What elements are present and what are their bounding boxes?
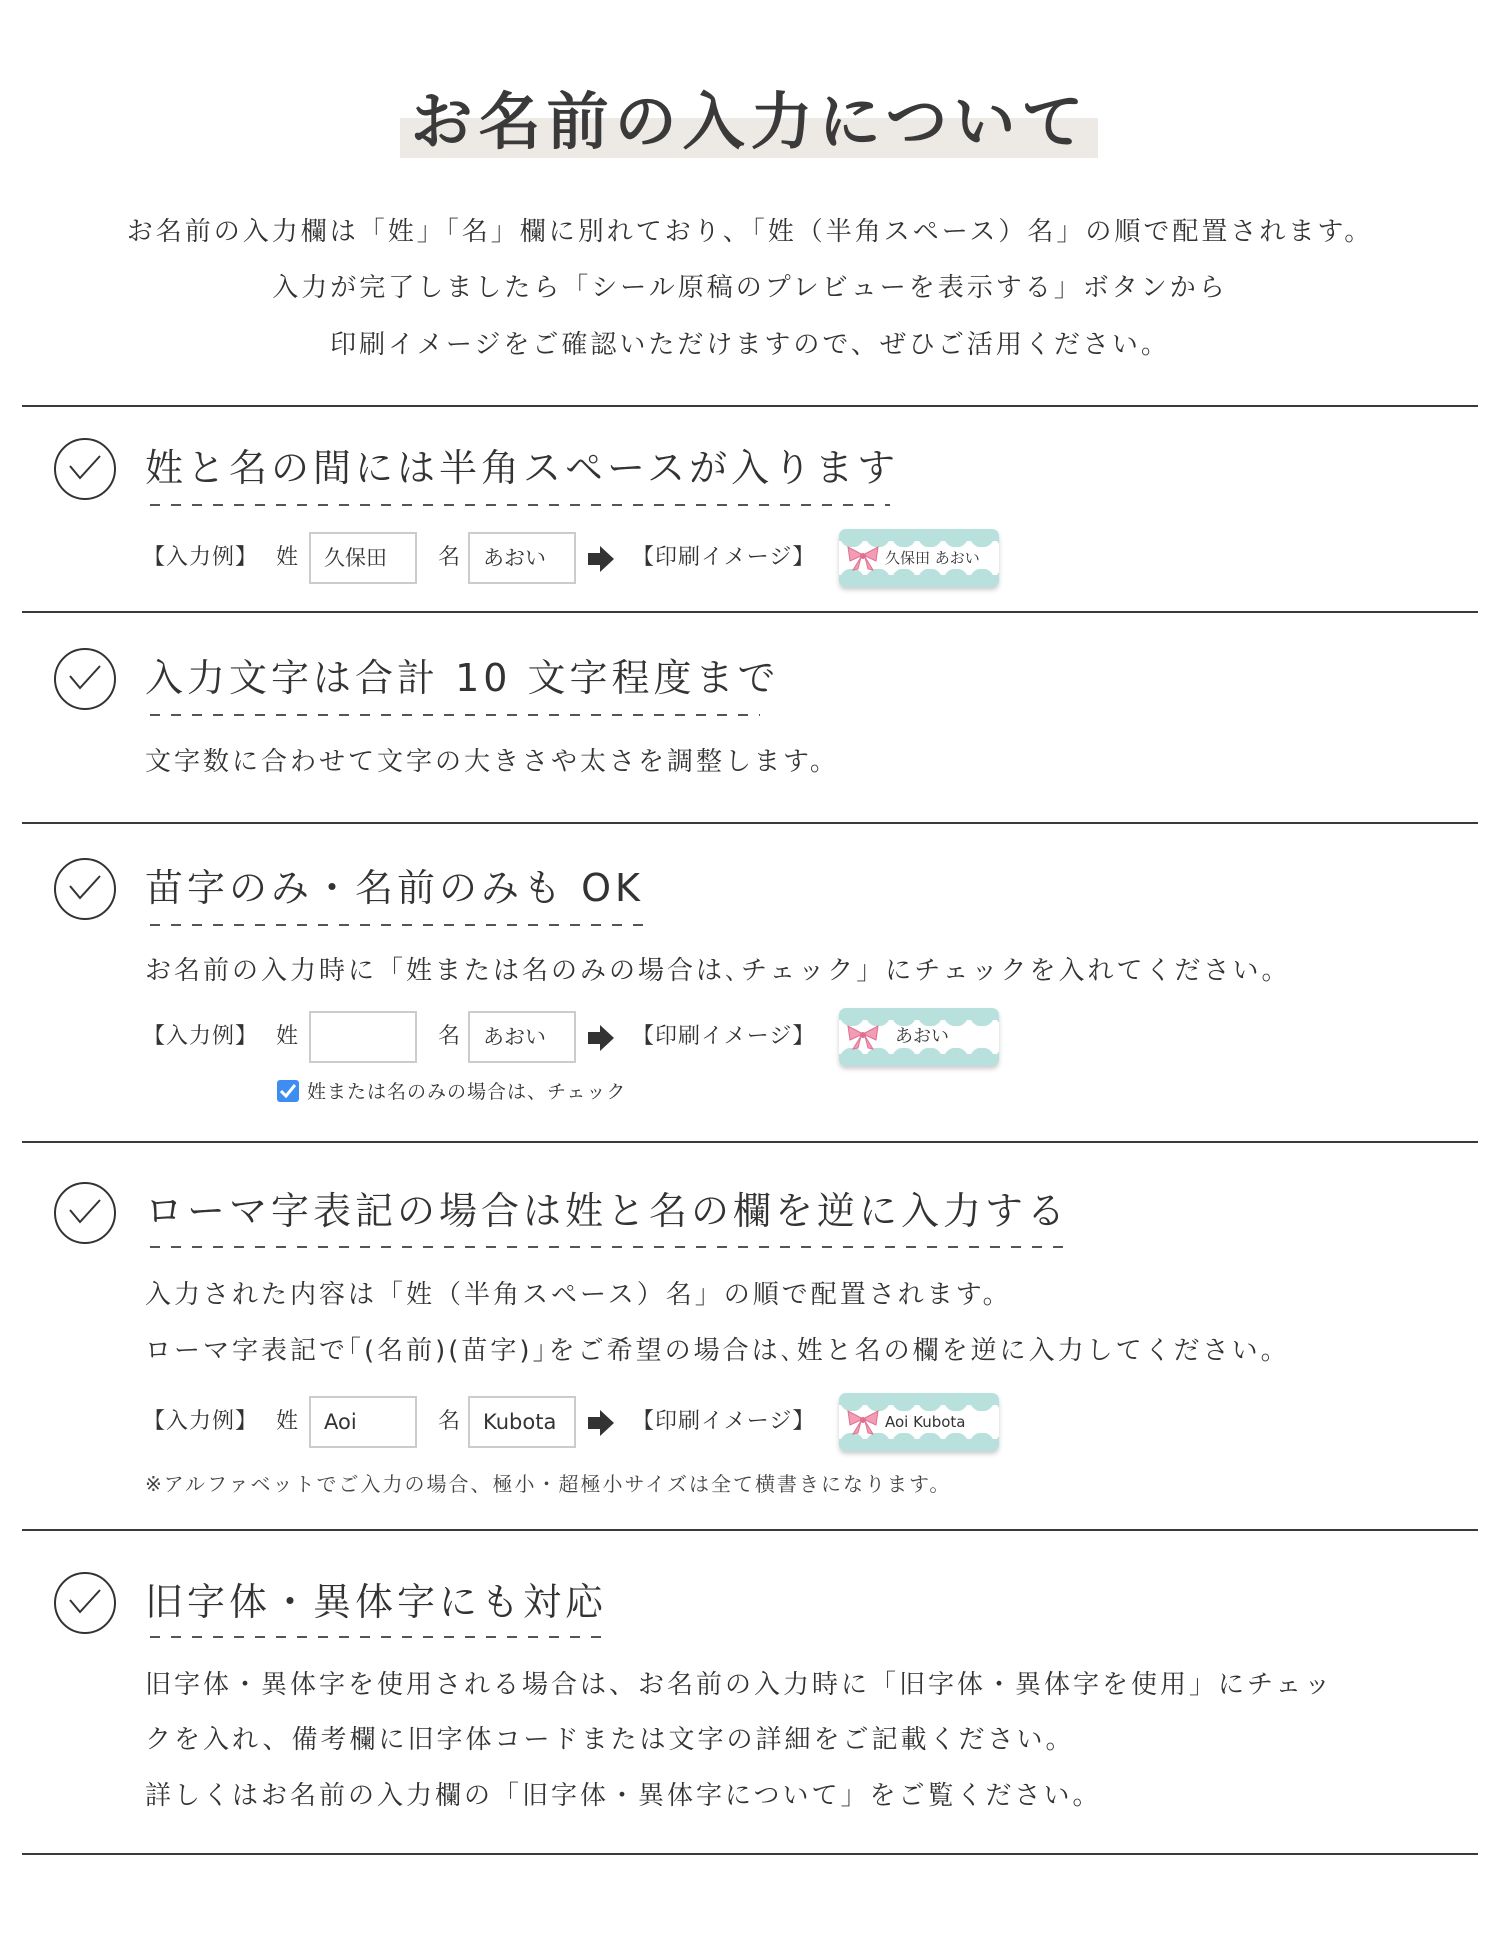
heading-underline [150,1246,1065,1248]
divider [22,1529,1478,1531]
example-label: 【入力例】 [143,545,259,570]
example-row [0,1393,1500,1453]
example-row [0,529,1500,589]
print-image-label: 【印刷イメージ】 [632,545,816,570]
sticker-preview [839,1008,999,1066]
section-heading: 旧字体・異体字にも対応 [145,1580,608,1624]
arrow-right-icon [588,1410,614,1436]
intro-line: お名前の入力欄は「姓」「名」欄に別れており、「姓（半角スペース）名」の順で配置されます。 [126,217,1374,247]
divider [22,611,1478,613]
ribbon-icon [845,1024,881,1050]
first-name-input[interactable]: Kubota [468,1396,576,1448]
intro-line: 印刷イメージをご確認いただけますので、ぜひご活用ください。 [330,330,1170,360]
example-row [0,1008,1500,1068]
last-name-label: 姓 [276,1024,300,1049]
intro-line: 入力が完了しましたら「シール原稿のプレビューを表示する」ボタンから [272,273,1228,303]
section-heading: ローマ字表記の場合は姓と名の欄を逆に入力する [145,1189,1070,1233]
single-name-checkbox[interactable] [277,1080,299,1102]
check-circle-icon [54,1572,116,1634]
first-name-input[interactable]: あおい [468,532,576,584]
last-name-input[interactable]: Aoi [309,1396,417,1448]
section-text: クを入れ、備考欄に旧字体コードまたは文字の詳細をご記載ください。 [145,1725,1075,1755]
checkbox-label: 姓または名のみの場合は、チェック [307,1081,627,1103]
sticker-preview [839,1393,999,1451]
heading-underline [150,504,890,506]
first-name-label: 名 [438,1409,462,1434]
divider [22,1141,1478,1143]
heading-underline [150,924,650,926]
sticker-name: あおい [895,1026,949,1047]
first-name-input[interactable]: あおい [468,1011,576,1063]
print-image-label: 【印刷イメージ】 [632,1409,816,1434]
check-circle-icon [54,438,116,500]
heading-underline [150,714,760,716]
last-name-label: 姓 [276,1409,300,1434]
sticker-preview [839,529,999,587]
example-label: 【入力例】 [143,1409,259,1434]
arrow-right-icon [588,1025,614,1051]
last-name-input[interactable]: 久保田 [309,532,417,584]
section-text: 旧字体・異体字を使用される場合は、お名前の入力時に「旧字体・異体字を使用」にチェッ [145,1670,1334,1700]
check-circle-icon [54,648,116,710]
last-name-label: 姓 [276,545,300,570]
ribbon-icon [845,545,881,571]
section-text: お名前の入力時に「姓または名のみの場合は､チェック」にチェックを入れてください。 [145,956,1291,986]
print-image-label: 【印刷イメージ】 [632,1024,816,1049]
section-text: 入力された内容は「姓（半角スペース）名」の順で配置されます。 [145,1280,1012,1310]
section-text: 文字数に合わせて文字の大きさや太さを調整します。 [145,747,839,777]
divider [22,1853,1478,1855]
section-heading: 姓と名の間には半角スペースが入ります [145,446,900,490]
section-text: 詳しくはお名前の入力欄の「旧字体・異体字について」をご覧ください。 [145,1781,1102,1811]
sticker-name: Aoi Kubota [885,1413,966,1431]
first-name-label: 名 [438,545,462,570]
sticker-name: 久保田 あおい [885,549,980,567]
section-note: ※アルファベットでご入力の場合、極小・超極小サイズは全て横書きになります。 [145,1472,952,1496]
check-circle-icon [54,858,116,920]
divider [22,405,1478,407]
check-circle-icon [54,1182,116,1244]
example-label: 【入力例】 [143,1024,259,1049]
first-name-label: 名 [438,1024,462,1049]
section-heading: 苗字のみ・名前のみも OK [145,866,644,910]
divider [22,822,1478,824]
ribbon-icon [845,1409,881,1435]
last-name-input[interactable] [309,1011,417,1063]
section-text: ローマ字表記で｢(名前)(苗字)｣をご希望の場合は､姓と名の欄を逆に入力してください。 [145,1336,1290,1366]
section-heading: 入力文字は合計 10 文字程度まで [145,656,780,700]
arrow-right-icon [588,546,614,572]
page-title: お名前の入力について [410,85,1090,158]
heading-underline [150,1636,610,1638]
